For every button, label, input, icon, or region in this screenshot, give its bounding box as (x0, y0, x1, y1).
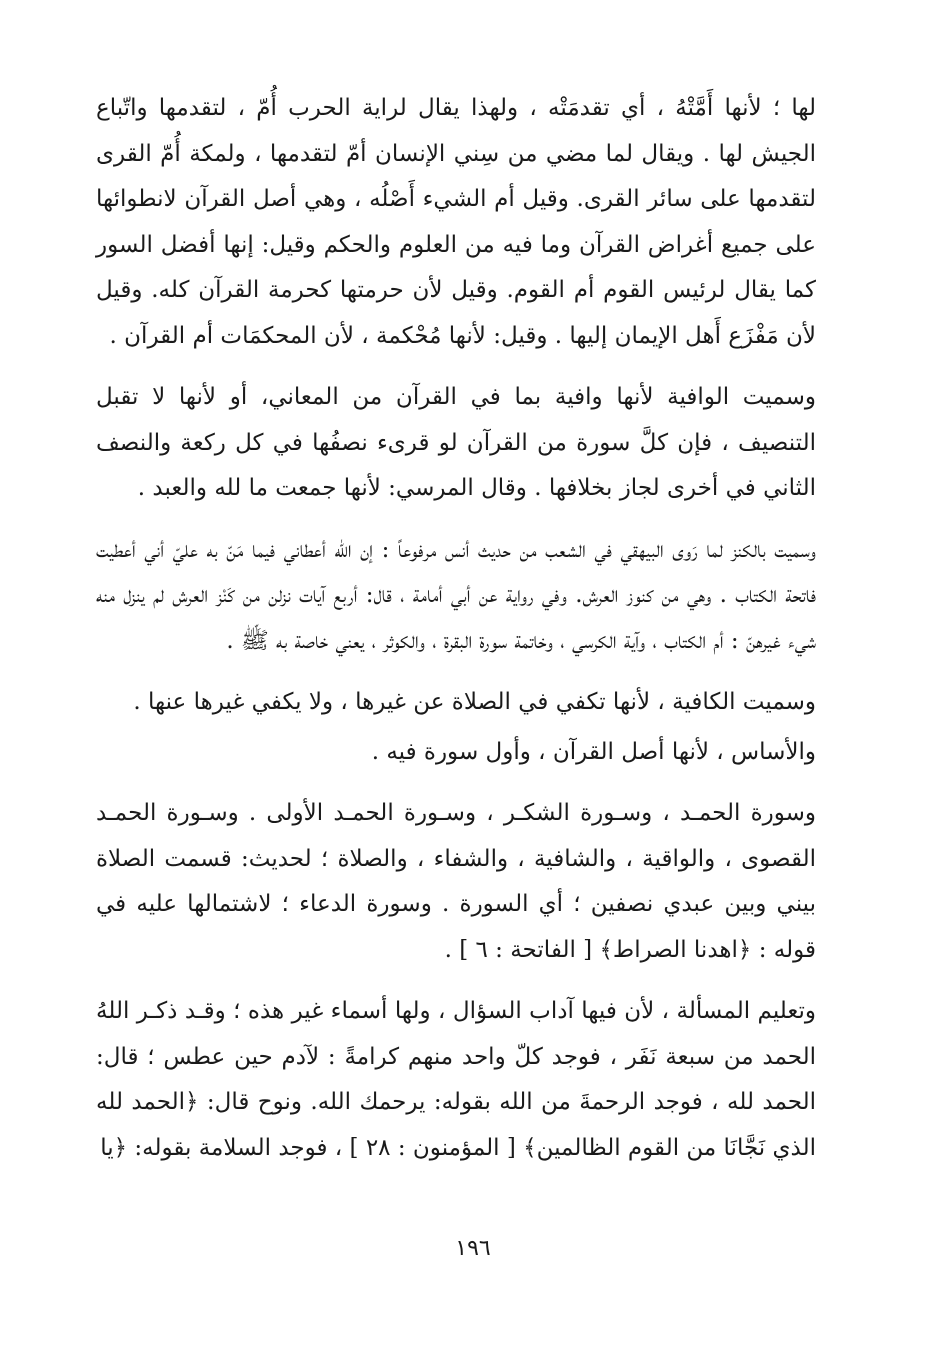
paragraph-surat-al-hamd: وسورة الحمـد ، وسـورة الشكـر ، وسـورة الحمـد الأولى . وسـورة الحمـد القصوى ، والواقية ، والشافية ، والشفاء ، والصلاة ؛ لحديث: قسمت الصلاة بيني وبين عبدي نصفين ؛ أي السورة . وسورة الدعاء ؛ لاشتمالها عليه في قوله : ﴿اهدنا الصراط﴾ [ الفاتحة : ٦ ] . (96, 800, 816, 963)
paragraph-talim-al-masala: وتعليم المسألة ، لأن فيها آداب السؤال ، ولها أسماء غير هذه ؛ وقـد ذكـر اللهُ الحمد من سبعة نَفَر ، فوجد كلّ واحد منهم كرامةً : لآدم حين عطس ؛ قال: الحمد لله ، فوجد الرحمةَ من الله بقوله: يرحمك الله. ونوح قال: ﴿الحمد لله الذي نَجَّانَا من القوم الظالمين﴾ [ المؤمنون : ٢٨ ] ، فوجد السلامة بقوله: ﴿يا (96, 998, 816, 1161)
paragraph-umm-al-quran: لها ؛ لأنها أَمَّتْهُ ، أي تقدمَتْه ، ولهذا يقال لراية الحرب أُمّ ، لتقدمها واتّباع الجيش لها . ويقال لما مضي من سِني الإنسان أمّ لتقدمها ، ولمكة أُمّ القرى لتقدمها على سائر القرى. وقيل أم الشيء أَصْلُه ، وهي أصل القرآن لانطوائها على جميع أغراض القرآن وما فيه من العلوم والحكم وقيل: إنها أفضل السور كما يقال لرئيس القوم أم القوم. وقيل لأن حرمتها كحرمة القرآن كله. وقيل لأن مَفْزَع أَهل الإيمان إليها . وقيل: لأنها مُحْكمة ، لأن المحكمَات أم القرآن . (96, 95, 816, 349)
page-body (96, 86, 816, 1171)
paragraph-al-wafiya: وسميت الوافية لأنها وافية بما في القرآن من المعاني، أو لأنها لا تقبل التنصيف ، فإن كلَّ سورة من القرآن لو قرىء نصفُها في كل ركعة والنصف الثاني في أخرى لجاز بخلافها . وقال المرسي: لأنها جمعت ما لله والعبد . (96, 384, 816, 501)
paragraph-al-asas: والأساس ، لأنها أصل القرآن ، وأول سورة فيه . (371, 738, 816, 765)
paragraph-al-kafiya: وسميت الكافية ، لأنها تكفي في الصلاة عن غيرها ، ولا يكفي غيرها عنها . (133, 689, 816, 715)
page-number: ١٩٦ (455, 1236, 491, 1261)
paragraph-al-kanz: وسميت بالكنز لما رَوى البيهقي في الشعب من حديث أنس مرفوعاً : إن الله أعطاني فيما مَنّ به عليّ أني أعطيت فاتحة الكتاب . وهي من كنوز العرش. وفي رواية عن أبي أمامة ، قال: أربع آيات نزلن من كَنْز العرش لم ينزل منه شيء غيرهنّ : أم الكتاب ، وآية الكرسي ، وخاتمة سورة البقرة ، والكوثر ، يعني خاصة به ﷺ . (96, 536, 816, 654)
